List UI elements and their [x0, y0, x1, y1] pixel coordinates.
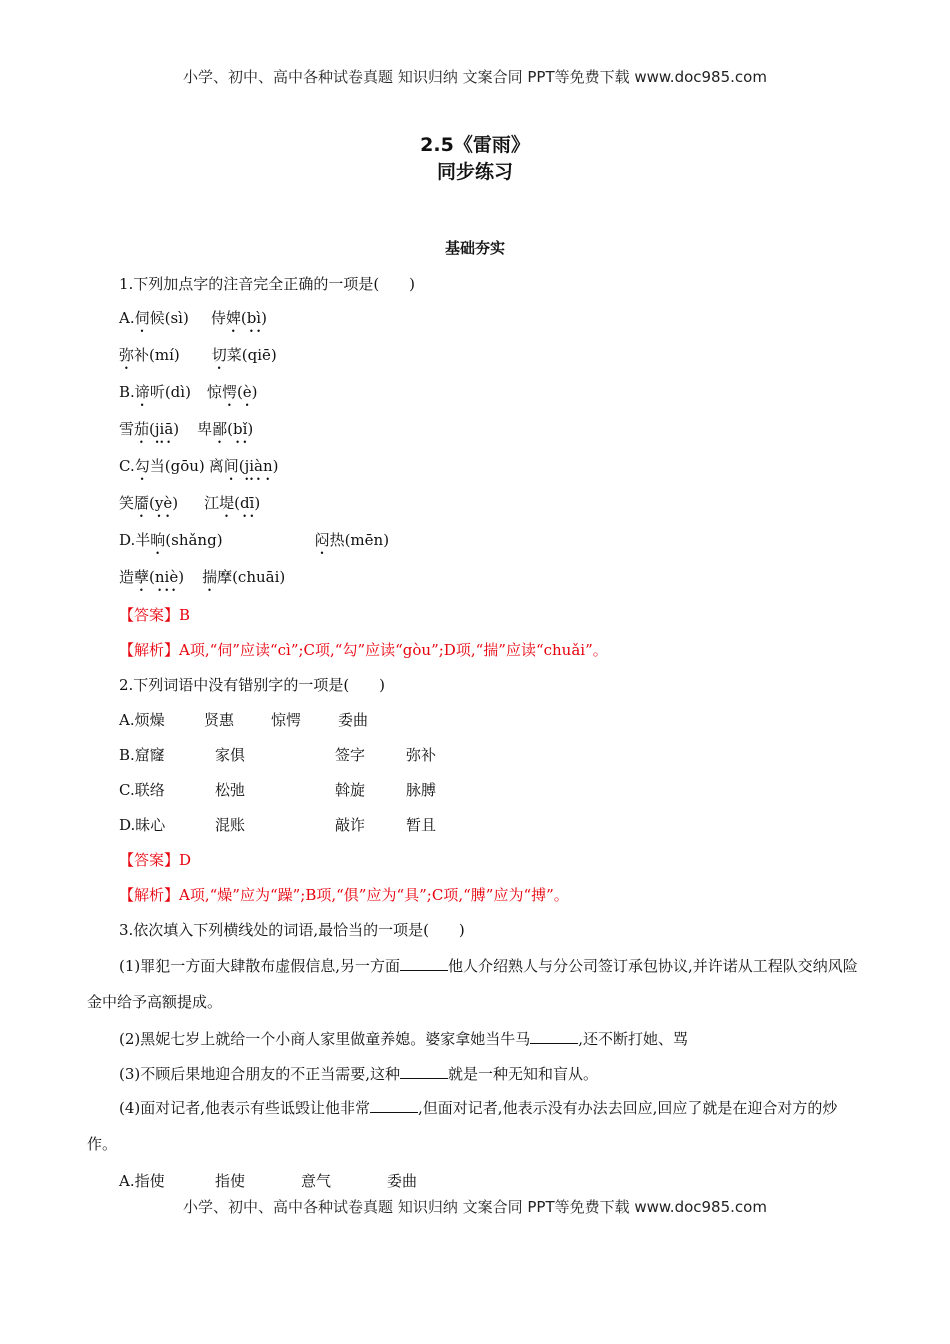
q2-analysis: [119, 885, 569, 905]
q3-sentence-1: [87, 948, 867, 1020]
option-word: 混账: [215, 816, 246, 834]
option-word: C.联络: [119, 781, 165, 799]
pinyin-word: 补(mí): [134, 346, 180, 364]
dotted-char: 伺: [134, 309, 150, 327]
q1-answer: [119, 605, 190, 625]
option-label: B.: [119, 383, 135, 401]
document-subtitle: 同步练习: [436, 161, 513, 183]
answer-tag: 【答案】: [119, 606, 180, 624]
dotted-char: 婢(bì): [225, 309, 267, 327]
sentence-text: 就是一种无知和盲从。: [448, 1065, 599, 1083]
pinyin-word: 江: [204, 494, 220, 512]
option-word: 斡旋: [335, 781, 366, 799]
q1-option-b-line2: [119, 419, 253, 447]
option-word: B.窟窿: [119, 746, 165, 764]
analysis-tag: 【解析】: [119, 886, 180, 904]
sentence-text: (2)黑妮七岁上就给一个小商人家里做童养媳。婆家拿她当牛马: [119, 1030, 531, 1048]
pinyin-word: 卑: [197, 420, 213, 438]
q1-option-d-line1: [119, 530, 389, 558]
option-word: 委曲: [387, 1172, 418, 1190]
page-header: 小学、初中、高中各种试卷真题 知识归纳 文案合同 PPT等免费下载 www.doc985.com: [183, 68, 767, 86]
option-word: 敲诈: [335, 816, 366, 834]
dotted-char: 靥(yè): [134, 494, 179, 512]
q1-option-a-line1: [119, 308, 267, 336]
sentence-text: ,但面对记者,他表示没有办法去回应,回应了就是在迎合对方的炒作。: [87, 1099, 838, 1153]
option-word: 委曲: [338, 711, 369, 729]
option-word: A.指使: [119, 1172, 165, 1190]
dotted-char: 晌: [150, 531, 166, 549]
sentence-text: (4)面对记者,他表示有些诋毁让他非常: [119, 1099, 371, 1117]
q2-option-b: [119, 745, 436, 765]
fill-blank: [400, 1064, 448, 1079]
dotted-char: 切: [211, 346, 227, 364]
option-word: 贤惠: [204, 711, 235, 729]
option-word: 弥补: [406, 746, 437, 764]
option-word: A.烦燥: [119, 711, 165, 729]
pinyin-word: 菜(qiē): [226, 346, 277, 364]
option-word: 脉膊: [406, 781, 437, 799]
pinyin-word: 摩(chuāi): [217, 568, 286, 586]
option-word: 签字: [335, 746, 366, 764]
dotted-char: 愕(è): [221, 383, 258, 401]
option-word: D.昧心: [119, 816, 166, 834]
q3-sentence-4: [87, 1090, 867, 1162]
section-heading: 基础夯实: [444, 239, 505, 257]
answer-value: B: [179, 606, 191, 624]
pinyin-word: 听(dì): [149, 383, 191, 401]
option-word: 惊愕: [271, 711, 302, 729]
pinyin-word: 造: [119, 568, 135, 586]
q2-option-a: [119, 710, 368, 730]
dotted-char: 揣: [202, 568, 218, 586]
analysis-text: A项,“伺”应读“cì”;C项,“勾”应读“gòu”;D项,“揣”应读“chuǎi”。: [179, 641, 608, 659]
dotted-char: 谛: [134, 383, 150, 401]
sentence-text: (1)罪犯一方面大肆散布虚假信息,另一方面: [119, 957, 401, 975]
q2-option-c: [119, 780, 436, 800]
q2-answer: [119, 850, 191, 870]
pinyin-word: 离: [208, 457, 224, 475]
document-title: 2.5《雷雨》: [420, 134, 530, 156]
fill-blank: [530, 1029, 578, 1044]
option-label: A.: [119, 309, 135, 327]
q1-option-c-line1: [119, 456, 279, 484]
option-word: 意气: [301, 1172, 332, 1190]
q3-sentence-3: [119, 1064, 598, 1084]
pinyin-word: 热(mēn): [329, 531, 390, 549]
q1-stem: 1.下列加点字的注音完全正确的一项是( ): [119, 275, 416, 293]
option-word: 家俱: [215, 746, 246, 764]
q1-option-c-line2: [119, 493, 260, 521]
sentence-text: ,还不断打她、骂: [578, 1030, 689, 1048]
dotted-char: 勾: [134, 457, 150, 475]
fill-blank: [370, 1098, 418, 1113]
dotted-char: 鄙(bǐ): [212, 420, 254, 438]
sentence-text: 他人介绍熟人与分公司签订承包协议,并许诺从工程队交纳风险金中给予高额提成。: [87, 957, 858, 1011]
analysis-tag: 【解析】: [119, 641, 180, 659]
q2-option-d: [119, 815, 436, 835]
analysis-text: A项,“燥”应为“躁”;B项,“俱”应为“具”;C项,“膊”应为“搏”。: [179, 886, 569, 904]
q1-option-a-line2: [119, 345, 277, 373]
q1-analysis: [119, 640, 608, 660]
q3-sentence-2: [119, 1029, 688, 1049]
q2-stem: 2.下列词语中没有错别字的一项是( ): [119, 676, 386, 694]
pinyin-word: 惊: [206, 383, 222, 401]
page-footer: 小学、初中、高中各种试卷真题 知识归纳 文案合同 PPT等免费下载 www.doc985.com: [183, 1198, 767, 1216]
q1-option-d-line2: [119, 567, 285, 595]
sentence-text: (3)不顾后果地迎合朋友的不正当需要,这种: [119, 1065, 401, 1083]
pinyin-word: 笑: [119, 494, 135, 512]
pinyin-word: 侍: [210, 309, 226, 327]
dotted-char: 茄(jiā): [134, 420, 180, 438]
pinyin-word: 当(gōu): [149, 457, 205, 475]
option-word: 暂且: [406, 816, 437, 834]
dotted-char: 堤(dī): [219, 494, 261, 512]
option-label: D.半: [119, 531, 151, 549]
dotted-char: 弥: [119, 346, 135, 364]
pinyin-word: 雪: [119, 420, 135, 438]
dotted-char: 间(jiàn): [223, 457, 279, 475]
pinyin-word: 候(sì): [149, 309, 189, 327]
answer-value: D: [179, 851, 192, 869]
option-label: C.: [119, 457, 135, 475]
dotted-char: 闷: [314, 531, 330, 549]
dotted-char: 孽(niè): [134, 568, 185, 586]
q3-option-a: [119, 1171, 417, 1191]
option-word: 指使: [215, 1172, 246, 1190]
answer-tag: 【答案】: [119, 851, 180, 869]
option-word: 松弛: [215, 781, 246, 799]
q1-option-b-line1: [119, 382, 258, 410]
q3-stem: 3.依次填入下列横线处的词语,最恰当的一项是( ): [119, 921, 465, 939]
pinyin-word: (shǎng): [165, 531, 223, 549]
fill-blank: [400, 956, 448, 971]
